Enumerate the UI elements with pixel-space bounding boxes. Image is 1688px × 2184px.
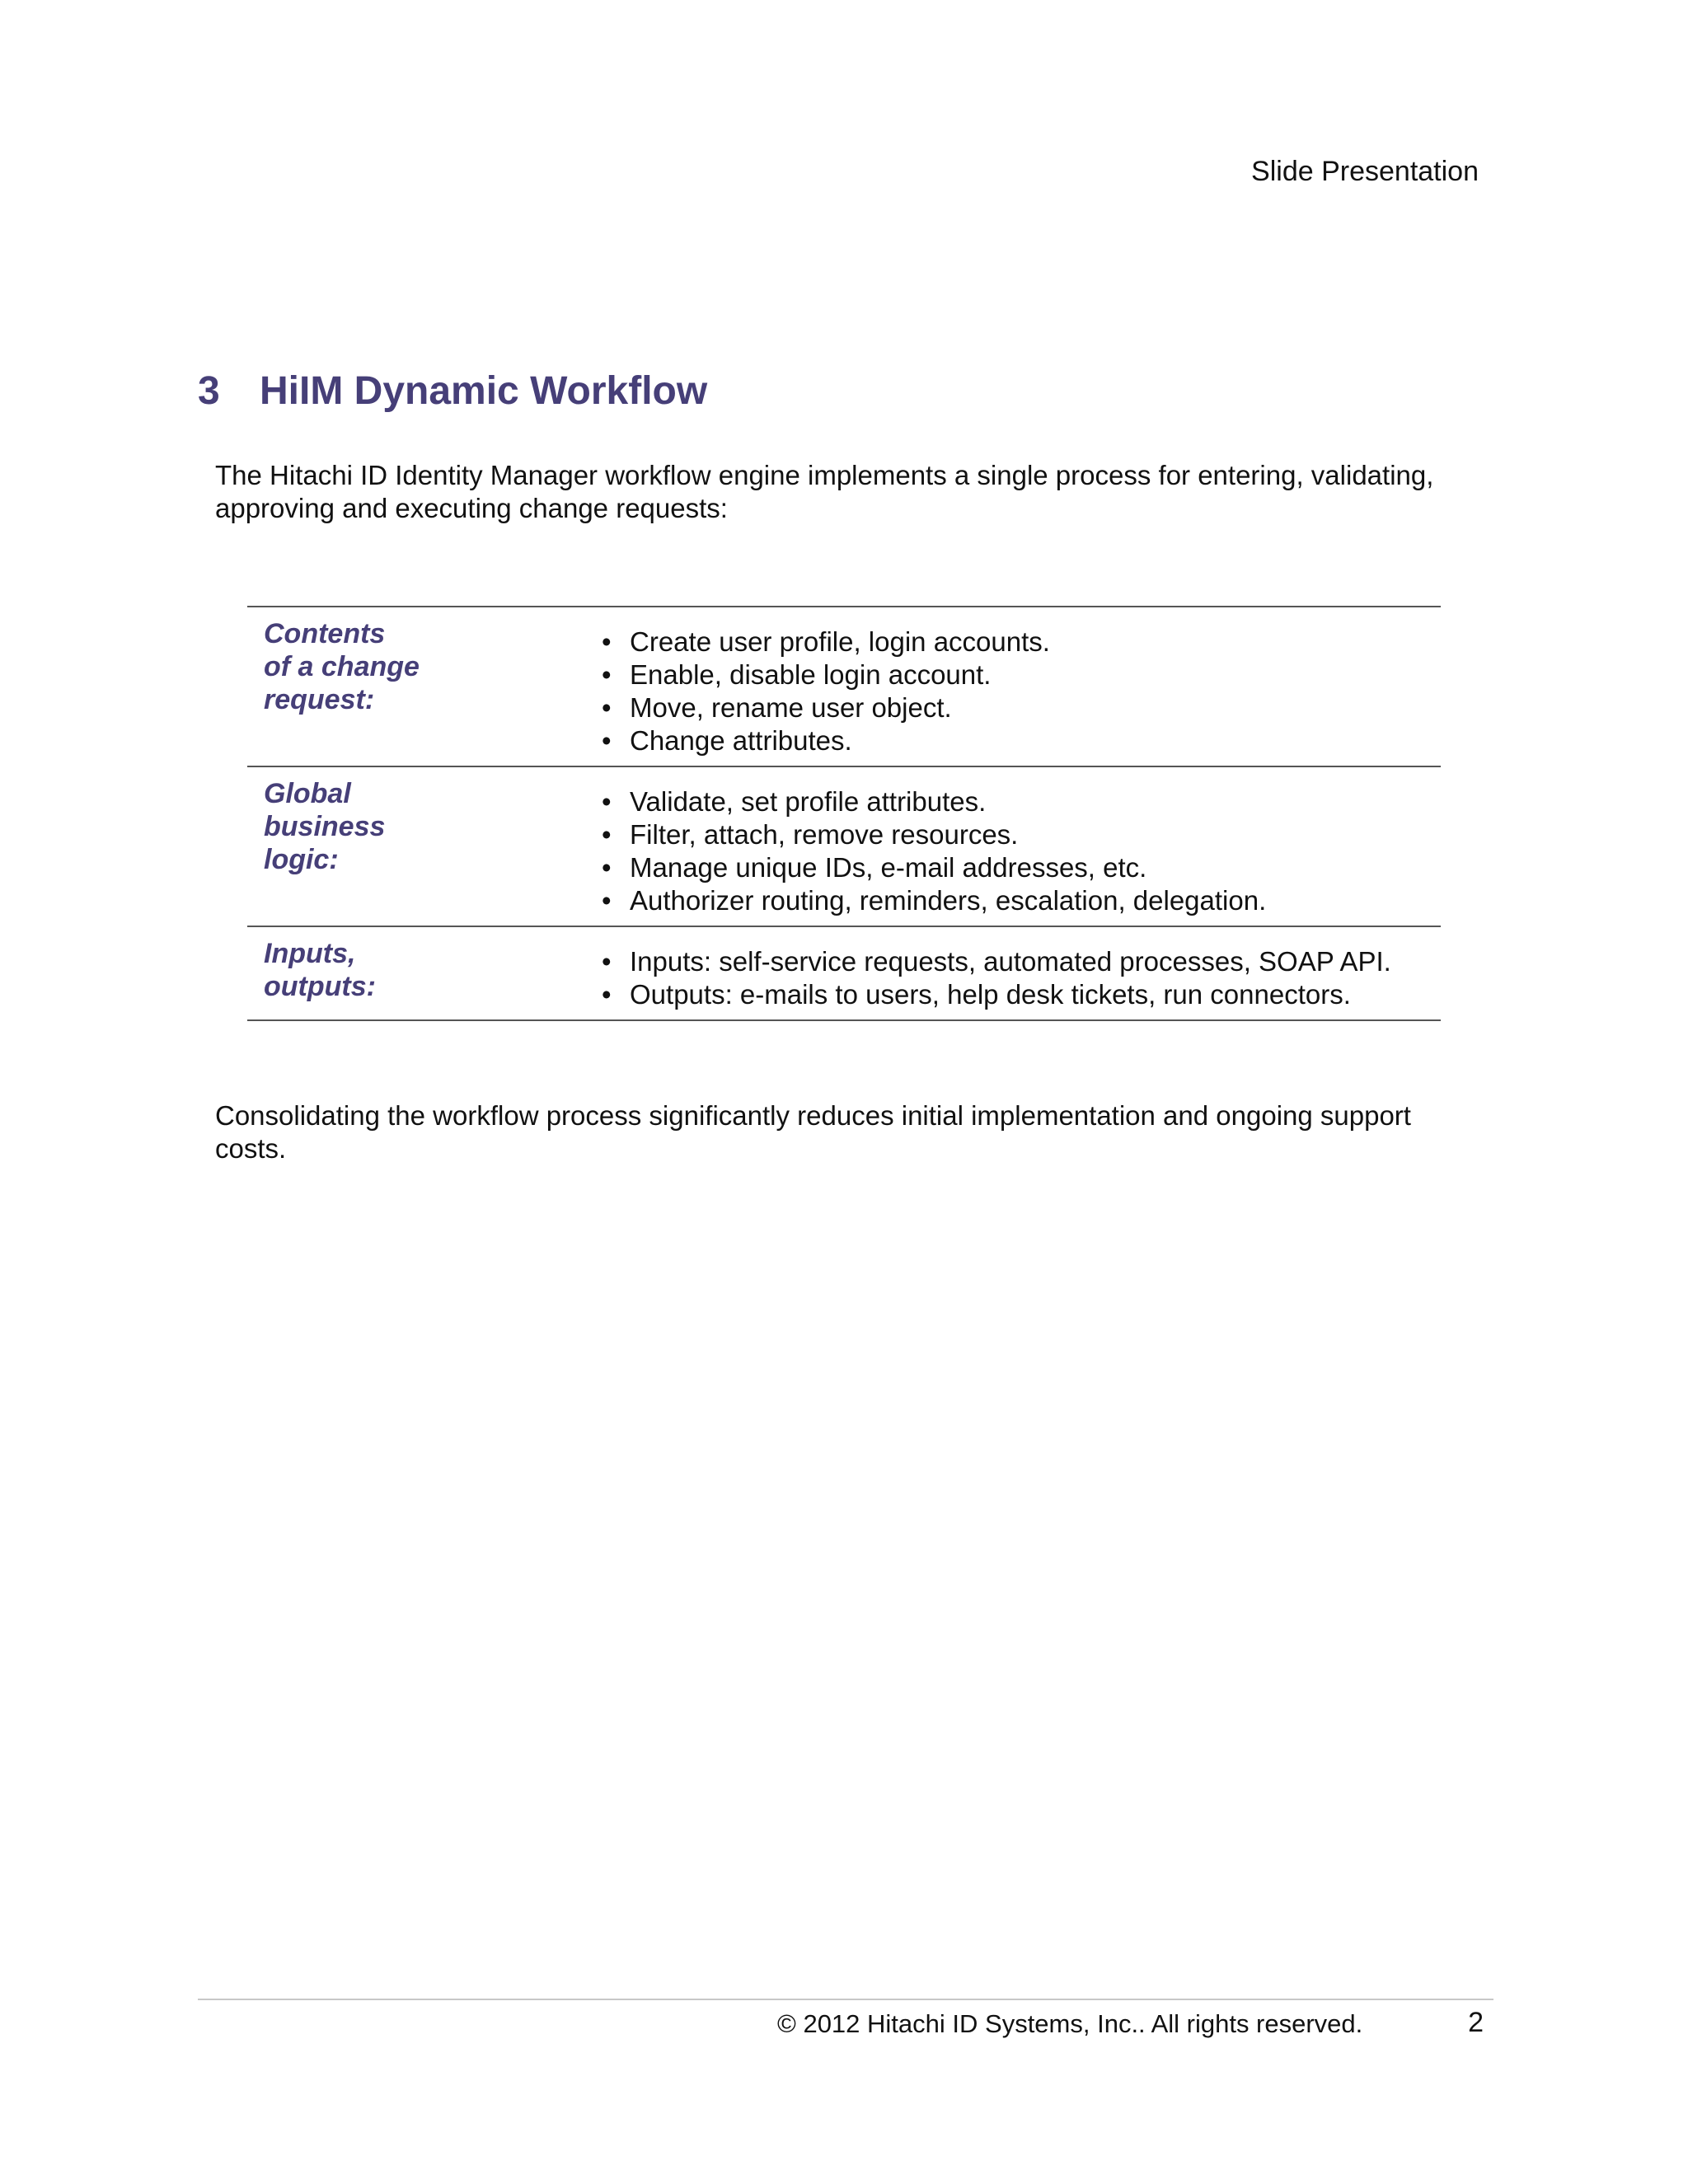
list-item: • Change attributes.	[602, 724, 1408, 757]
row-label-line: Inputs,	[264, 938, 356, 969]
running-header: Slide Presentation	[1251, 156, 1479, 187]
row-label-line: request:	[264, 684, 375, 715]
list-item: • Manage unique IDs, e-mail addresses, etc.	[602, 851, 1408, 884]
row-items	[602, 607, 1441, 766]
page-number: 2	[1468, 2007, 1484, 2038]
row-label-line: outputs:	[264, 971, 376, 1002]
feature-table	[247, 606, 1441, 1021]
section-title: HiIM Dynamic Workflow	[260, 369, 708, 413]
footer-divider	[198, 1999, 1493, 2000]
footer-copyright: © 2012 Hitachi ID Systems, Inc.. All rights reserved.	[777, 2009, 1363, 2038]
list-item: • Inputs: self-service requests, automated processes, SOAP API.	[602, 945, 1408, 978]
list-item: • Validate, set profile attributes.	[602, 785, 1408, 818]
conclusion-paragraph: Consolidating the workflow process significantly reduces initial implementation and ongoing support costs.	[215, 1100, 1411, 1164]
row-items	[602, 767, 1441, 926]
section-heading	[198, 367, 707, 416]
list-item: • Enable, disable login account.	[602, 658, 1408, 691]
row-label-line: of a change	[264, 651, 420, 682]
intro-paragraph: The Hitachi ID Identity Manager workflow engine implements a single process for entering, validating, approving and executing change requests:	[215, 460, 1434, 523]
row-label	[247, 607, 602, 766]
row-label-line: logic:	[264, 844, 339, 875]
row-label	[247, 927, 602, 1019]
list-item: • Create user profile, login accounts.	[602, 626, 1408, 658]
row-label-line: Global	[264, 778, 351, 809]
row-label	[247, 767, 602, 926]
list-item: • Move, rename user object.	[602, 691, 1408, 724]
table-row-contents	[247, 607, 1441, 767]
row-label-line: Contents	[264, 618, 386, 649]
list-item: • Filter, attach, remove resources.	[602, 818, 1408, 851]
table-row-inputs-outputs	[247, 927, 1441, 1021]
row-items	[602, 927, 1441, 1019]
section-number: 3	[198, 369, 220, 413]
table-row-business-logic	[247, 767, 1441, 927]
list-item: • Outputs: e-mails to users, help desk tickets, run connectors.	[602, 978, 1408, 1011]
row-label-line: business	[264, 811, 386, 842]
list-item: • Authorizer routing, reminders, escalation, delegation.	[602, 884, 1408, 917]
